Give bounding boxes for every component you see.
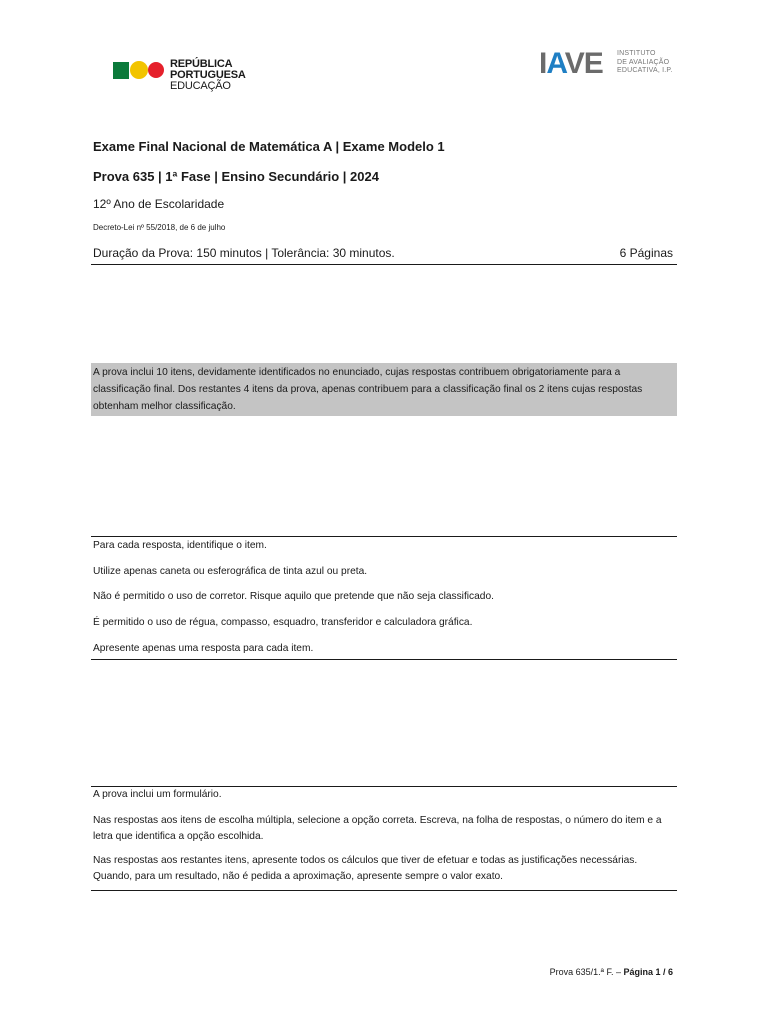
logo-line-3: EDUCAÇÃO — [170, 80, 231, 92]
republica-portuguesa-wordmark — [170, 59, 246, 92]
iave-sub-line-1: INSTITUTO — [617, 50, 656, 57]
iave-logo — [539, 47, 689, 82]
instruction-item: Apresente apenas uma resposta para cada item. — [93, 643, 314, 654]
logo-line-1: REPÚBLICA — [170, 58, 233, 70]
iave-sub-line-2: DE AVALIAÇÃO — [617, 58, 670, 66]
school-year: 12º Ano de Escolaridade — [93, 197, 225, 211]
exam-note-box: A prova inclui 10 itens, devidamente identificados no enunciado, cujas respostas contribuem obrigatoriamente para a classificação final. Dos restantes 4 itens da prova, apenas contribuem para a classificação final os 2 itens cujas respostas obtenham melhor classificação. — [91, 363, 677, 416]
republica-portuguesa-logo — [113, 60, 253, 92]
instruction-item: Utilize apenas caneta ou esferográfica de tinta azul ou preta. — [93, 566, 368, 577]
instruction-item: A prova inclui um formulário. — [93, 789, 222, 800]
footer-exam-code: Prova 635/1.ª F. – — [549, 967, 624, 977]
header-divider — [91, 264, 677, 265]
iave-sub-line-3: EDUCATIVA, I.P. — [617, 67, 673, 74]
footer-page-number: Página 1 / 6 — [623, 967, 673, 977]
logo-line-2: PORTUGUESA — [170, 69, 246, 81]
instruction-item: Para cada resposta, identifique o item. — [93, 540, 267, 551]
exam-duration: Duração da Prova: 150 minutos | Tolerância: 30 minutos. — [93, 246, 395, 260]
iave-letter-i: I — [539, 47, 547, 80]
page-footer — [550, 967, 673, 977]
iave-subtitle — [617, 50, 673, 76]
exam-subtitle: Prova 635 | 1ª Fase | Ensino Secundário | 2024 — [93, 169, 379, 184]
iave-letters-ve: VE — [564, 47, 603, 80]
iave-letter-a: A — [546, 47, 565, 80]
instructions-1-top-divider — [91, 536, 677, 537]
instruction-item: Não é permitido o uso de corretor. Risque aquilo que pretende que não seja classificado. — [93, 591, 494, 602]
instructions-2-bottom-divider — [91, 890, 677, 891]
red-circle — [148, 62, 164, 78]
green-flag-block — [113, 62, 129, 79]
yellow-circle — [130, 61, 148, 79]
iave-wordmark — [539, 48, 603, 80]
exam-title: Exame Final Nacional de Matemática A | Exame Modelo 1 — [93, 139, 445, 154]
instruction-item: É permitido o uso de régua, compasso, esquadro, transferidor e calculadora gráfica. — [93, 617, 473, 628]
instruction-item: Nas respostas aos itens de escolha múltipla, selecione a opção correta. Escreva, na folha de respostas, o número do item e a letra que identifica a opção escolhida. — [93, 815, 662, 842]
instructions-1-bottom-divider — [91, 659, 677, 660]
page-count: 6 Páginas — [619, 246, 673, 260]
decree-reference: Decreto-Lei nº 55/2018, de 6 de julho — [93, 223, 226, 232]
instruction-item: Nas respostas aos restantes itens, apresente todos os cálculos que tiver de efetuar e todas as justificações necessárias. Quando, para um resultado, não é pedida a aproximação, apresente sempre o valor exato. — [93, 855, 638, 882]
